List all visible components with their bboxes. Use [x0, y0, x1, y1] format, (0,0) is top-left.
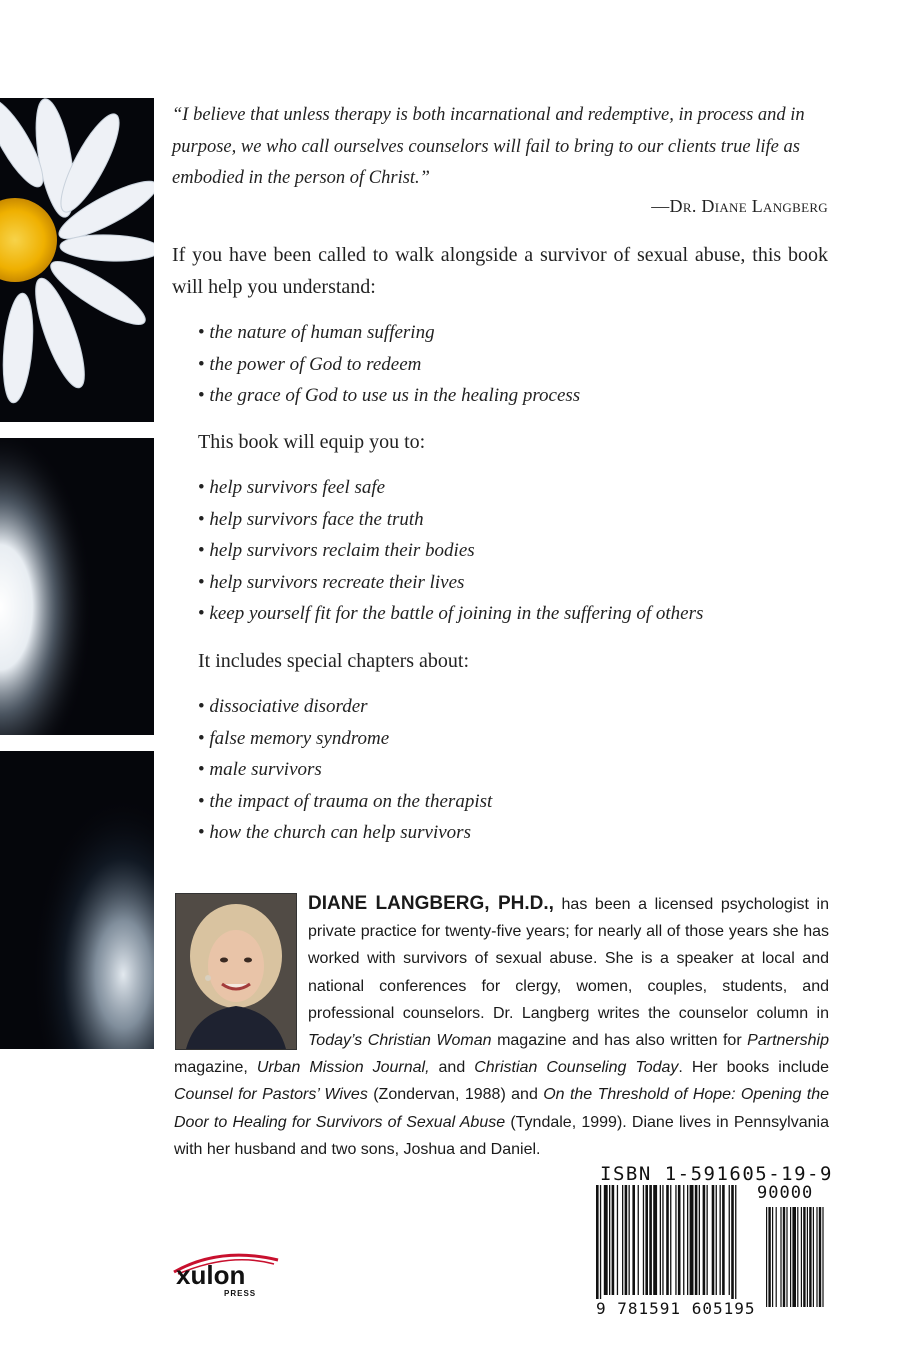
- barcode-bar: [617, 1185, 618, 1295]
- chapters-list: [198, 691, 492, 849]
- understand-list: [198, 317, 580, 412]
- endorsement-quote: “I believe that unless therapy is both incarnational and redemptive, in process and in purpose, we who call ourselves counselors will fail to bring to our clients true life as embodied in the person of Christ.”: [172, 105, 805, 188]
- list-item: • the power of God to redeem: [198, 349, 580, 381]
- barcode: [594, 1185, 852, 1313]
- barcode-bar: [720, 1185, 721, 1295]
- quote-attribution: —Dr. Diane Langberg: [651, 196, 828, 216]
- book-title: Counsel for Pastors’ Wives: [174, 1086, 368, 1104]
- bio-text: (Zondervan, 1988) and: [367, 1086, 544, 1104]
- barcode-addon-bar: [809, 1207, 811, 1307]
- publication-title: Partnership: [747, 1032, 829, 1050]
- list-item: • false memory syndrome: [198, 723, 492, 755]
- bio-text: magazine,: [174, 1059, 257, 1077]
- barcode-bar: [683, 1185, 684, 1295]
- list-item: • help survivors feel safe: [198, 472, 703, 504]
- barcode-bar: [695, 1185, 698, 1295]
- list-item: • the nature of human suffering: [198, 317, 580, 349]
- list-item: • the impact of trauma on the therapist: [198, 786, 492, 818]
- barcode-bar: [670, 1185, 671, 1295]
- barcode-bar: [653, 1185, 657, 1295]
- barcode-bar: [666, 1185, 669, 1295]
- barcode-addon-bar: [801, 1207, 802, 1307]
- barcode-bar: [703, 1185, 706, 1295]
- price-code: 90000: [757, 1183, 814, 1203]
- barcode-bar: [678, 1185, 681, 1295]
- barcode-bar: [609, 1185, 610, 1295]
- barcode-bar: [604, 1185, 608, 1295]
- list-item: • dissociative disorder: [198, 691, 492, 723]
- barcode-bar: [632, 1185, 635, 1295]
- list-item: • help survivors face the truth: [198, 504, 703, 536]
- barcode-addon-bar: [776, 1207, 777, 1307]
- bio-text: and: [429, 1059, 475, 1077]
- barcode-addon-bar: [797, 1207, 798, 1307]
- publication-title: Urban Mission Journal,: [256, 1059, 430, 1077]
- barcode-bar: [643, 1185, 644, 1295]
- barcode-bar: [690, 1185, 694, 1295]
- barcode-addon-bar: [807, 1207, 808, 1307]
- logo-subtext: PRESS: [224, 1289, 257, 1298]
- list-item: • keep yourself fit for the battle of joining in the suffering of others: [198, 598, 703, 630]
- barcode-bar: [687, 1185, 688, 1295]
- barcode-bar: [707, 1185, 708, 1295]
- barcode-bar: [729, 1185, 730, 1295]
- xulon-press-logo: [170, 1250, 285, 1300]
- intro-paragraph: If you have been called to walk alongside a survivor of sexual abuse, this book will help you understand:: [172, 244, 828, 298]
- barcode-addon-bar: [783, 1207, 785, 1307]
- barcode-addon-bar: [822, 1207, 823, 1307]
- publication-title: Today’s Christian Woman: [308, 1032, 492, 1050]
- bio-text: magazine and has also written for: [491, 1032, 748, 1050]
- barcode-bar: [712, 1185, 715, 1295]
- list-item: • help survivors reclaim their bodies: [198, 535, 703, 567]
- barcode-addon-bar: [772, 1207, 773, 1307]
- barcode-bar: [716, 1185, 717, 1295]
- list-item: • male survivors: [198, 754, 492, 786]
- bio-text: . Her books include: [678, 1059, 829, 1077]
- barcode-addon-bar: [766, 1207, 767, 1307]
- barcode-addon-bar: [768, 1207, 770, 1307]
- bio-text: (Tyndale, 1999). Diane lives in Pennsylvania with her husband and two sons, Joshua and Daniel.: [174, 1113, 829, 1158]
- barcode-bar: [629, 1185, 630, 1295]
- barcode-bar: [699, 1185, 700, 1295]
- isbn-label: ISBN 1-591605-19-9: [600, 1163, 833, 1185]
- barcode-bar: [600, 1185, 601, 1309]
- daisy-photo-top: [0, 98, 154, 422]
- barcode-bar: [612, 1185, 615, 1295]
- barcode-bar: [675, 1185, 676, 1295]
- barcode-bar: [622, 1185, 623, 1295]
- barcode-bar: [625, 1185, 628, 1295]
- barcode-addon-bar: [816, 1207, 817, 1307]
- barcode-bar: [660, 1185, 661, 1295]
- list-item: • the grace of God to use us in the healing process: [198, 380, 580, 412]
- publication-title: Christian Counseling Today: [474, 1059, 679, 1077]
- barcode-addon-bar: [786, 1207, 787, 1307]
- equip-list: [198, 472, 703, 630]
- barcode-addon-bar: [803, 1207, 805, 1307]
- barcode-addon-bar: [780, 1207, 781, 1307]
- barcode-addon-bar: [792, 1207, 796, 1307]
- barcode-bar: [638, 1185, 639, 1295]
- equip-heading: This book will equip you to:: [198, 431, 426, 453]
- barcode-addon-bar: [790, 1207, 791, 1307]
- bio-text: has been a licensed psychologist in private practice for twenty-five years; for nearly all of those years she has worked with survivors of sexual abuse. She is a speaker at local and national conferences for clergy, women, couples, students, and professional counselors. Dr. Langberg writes the counselor column in: [308, 896, 830, 1022]
- list-item: • help survivors recreate their lives: [198, 567, 703, 599]
- barcode-bar: [731, 1185, 734, 1309]
- barcode-addon-bar: [813, 1207, 814, 1307]
- chapters-heading: It includes special chapters about:: [198, 650, 470, 672]
- barcode-bar: [662, 1185, 663, 1295]
- author-name: DIANE LANGBERG, PH.D.,: [308, 893, 554, 914]
- barcode-bar: [722, 1185, 725, 1295]
- barcode-bar: [649, 1185, 652, 1295]
- barcode-bar: [645, 1185, 648, 1295]
- daisy-photo-middle: [0, 438, 154, 735]
- daisy-photo-bottom: [0, 751, 154, 1049]
- logo-wordmark: xulon: [176, 1260, 246, 1290]
- ean-digits: 9 781591 605195: [596, 1299, 756, 1318]
- list-item: • how the church can help survivors: [198, 817, 492, 849]
- author-bio: [174, 890, 829, 1200]
- barcode-bar: [735, 1185, 736, 1309]
- barcode-bar: [596, 1185, 599, 1309]
- book-title: On the Threshold of Hope: Opening the Door to Healing for Survivors of Sexual Abuse: [174, 1086, 829, 1131]
- barcode-addon-bar: [819, 1207, 821, 1307]
